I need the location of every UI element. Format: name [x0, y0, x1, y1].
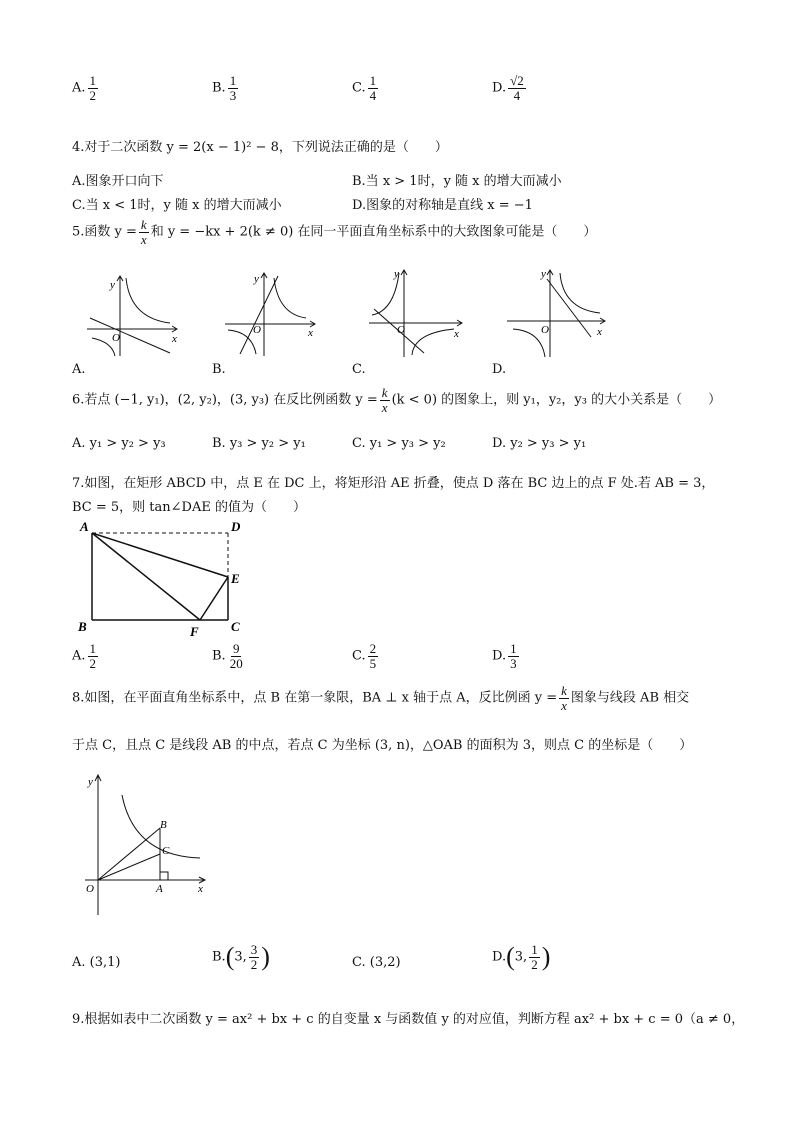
- q8-option-b: B.(3, $\frac{3}{2}$ ): [212, 941, 270, 972]
- q4-option-b: B.当 x > 1时，y 随 x 的增大而减小: [352, 174, 562, 189]
- q5a-origin: O: [112, 332, 120, 344]
- q8-point-o: O: [86, 883, 94, 895]
- q7-option-a: A. $\frac{1}{2}$: [72, 641, 97, 671]
- q6-option-a: A. y₁ > y₂ > y₃: [72, 436, 166, 451]
- q5b-y-label: y: [254, 273, 259, 285]
- q5b-x-label: x: [308, 327, 313, 339]
- q5a-y-label: y: [110, 279, 115, 291]
- q5b-origin: O: [253, 324, 261, 336]
- q5-label-b: B.: [212, 362, 226, 377]
- q4-option-d: D.图象的对称轴是直线 x = −1: [352, 198, 533, 213]
- q4-option-a: A.图象开口向下: [72, 174, 164, 189]
- q5-stem: 5.函数 y = $\frac{k}{x}$ 和 y = −kx + 2(k ≠ 0) 在同一平面直角坐标系中的大致图象可能是（ ）: [72, 217, 597, 247]
- q6-option-d: D. y₂ > y₃ > y₁: [492, 436, 587, 451]
- q8-point-a: A: [156, 883, 163, 895]
- q5-label-a: A.: [72, 362, 86, 377]
- q5d-y-label: y: [541, 268, 546, 280]
- q5-label-d: D.: [492, 362, 507, 377]
- q5c-x-label: x: [454, 328, 459, 340]
- q5a-x-label: x: [172, 333, 177, 345]
- q4-option-c: C.当 x < 1时，y 随 x 的增大而减小: [72, 198, 282, 213]
- q8-point-b: B: [160, 819, 167, 831]
- q6-stem: 6.若点 (−1, y₁)，(2, y₂)，(3, y₃) 在反比例函数 y = $\frac{k}{x}$ (k < 0) 的图象上，则 y₁，y₂，y₃ 的大小关系是（ ）: [72, 385, 722, 415]
- q8-line1: 8.如图，在平面直角坐标系中，点 B 在第一象限，BA ⊥ x 轴于点 A，反比例函 y = $\frac{k}{x}$ 图象与线段 AB 相交: [72, 683, 690, 713]
- q7-line2: BC = 5，则 tan∠DAE 的值为（ ）: [72, 500, 306, 515]
- q5-label-c: C.: [352, 362, 366, 377]
- q6-option-c: C. y₁ > y₃ > y₂: [352, 436, 446, 451]
- q4-stem: 4.对于二次函数 y = 2(x − 1)² − 8，下列说法正确的是（ ）: [72, 140, 448, 155]
- q5d-x-label: x: [597, 326, 602, 338]
- q7-option-d: D. $\frac{1}{3}$: [492, 641, 517, 671]
- q8-option-c: C. (3,2): [352, 955, 401, 970]
- q3-option-d: D. $\frac{√2}{4}$: [492, 73, 524, 103]
- q5-graph-b: [220, 268, 320, 358]
- q7-point-a: A: [80, 519, 89, 534]
- q7-line1: 7.如图，在矩形 ABCD 中，点 E 在 DC 上，将矩形沿 AE 折叠，使点 D 落在 BC 边上的点 F 处.若 AB = 3，: [72, 476, 715, 491]
- q8-figure: [80, 770, 220, 920]
- q8-point-c: C: [162, 845, 170, 857]
- q9-line1: 9.根据如表中二次函数 y = ax² + bx + c 的自变量 x 与函数值 y 的对应值，判断方程 ax² + bx + c = 0（a ≠ 0，: [72, 1012, 745, 1027]
- q5-graph-c: [364, 265, 464, 360]
- q6-option-b: B. y₃ > y₂ > y₁: [212, 436, 306, 451]
- q7-figure: [72, 515, 262, 640]
- q5c-y-label: y: [394, 268, 399, 280]
- q3-option-a: A. $\frac{1}{2}$: [72, 73, 97, 103]
- q5-graph-d: [505, 265, 610, 360]
- q7-point-e: E: [231, 571, 240, 586]
- q7-option-b: B. $\frac{9}{20}$: [212, 641, 243, 671]
- q8-x-label: x: [198, 883, 203, 895]
- q7-point-f: F: [190, 624, 199, 639]
- q8-option-d: D.(3, $\frac{1}{2}$ ): [492, 941, 551, 972]
- q7-point-c: C: [231, 619, 240, 634]
- q8-option-a: A. (3,1): [72, 955, 121, 970]
- q8-line2: 于点 C，且点 C 是线段 AB 的中点，若点 C 为坐标 (3, n)，△OAB 的面积为 3，则点 C 的坐标是（ ）: [72, 738, 693, 753]
- q5-graph-a: [82, 268, 182, 358]
- q3-option-c: C. $\frac{1}{4}$: [352, 73, 377, 103]
- q8-y-label: y: [88, 776, 93, 788]
- q7-point-d: D: [231, 519, 241, 534]
- q3-option-b: B. $\frac{1}{3}$: [212, 73, 237, 103]
- q7-option-c: C. $\frac{2}{5}$: [352, 641, 377, 671]
- q5d-origin: O: [541, 324, 549, 336]
- q7-point-b: B: [78, 619, 87, 634]
- q5c-origin: O: [397, 324, 405, 336]
